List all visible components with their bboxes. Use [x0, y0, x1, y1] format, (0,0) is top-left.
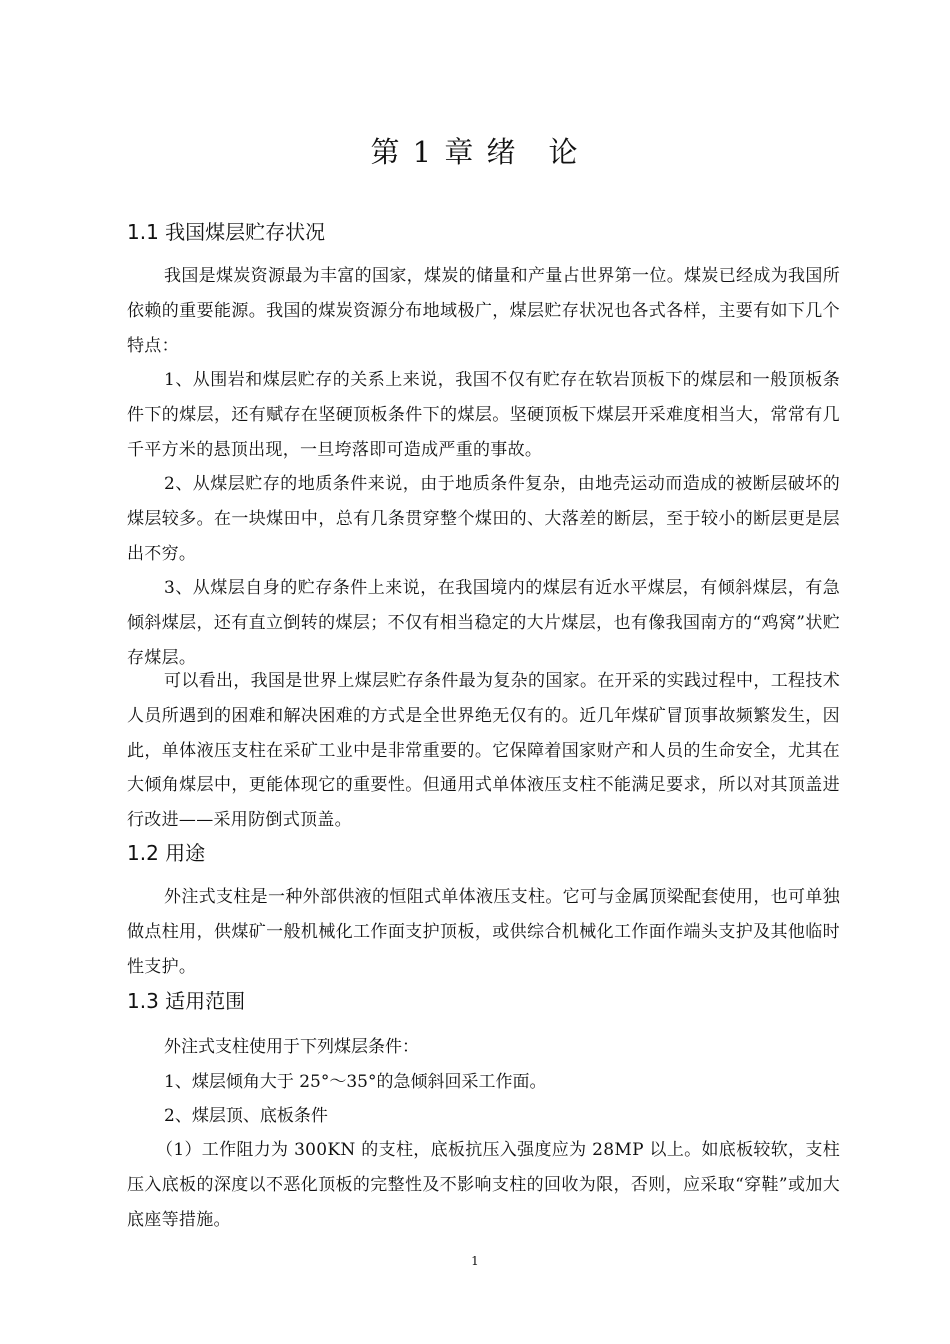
section-heading-1-3: 1.3 适用范围: [127, 989, 246, 1013]
paragraph-point-2: 2、从煤层贮存的地质条件来说，由于地质条件复杂，由地壳运动而造成的被断层破坏的煤层较多。在一块煤田中，总有几条贯穿整个煤田的、大落差的断层，至于较小的断层更是层出不穷。: [127, 474, 840, 564]
scope-item-1: 1、煤层倾角大于 25°～35°的急倾斜回采工作面。: [164, 1072, 547, 1092]
paragraph-intro: 我国是煤炭资源最为丰富的国家，煤炭的储量和产量占世界第一位。煤炭已经成为我国所依赖的重要能源。我国的煤炭资源分布地域极广，煤层贮存状况也各式各样，主要有如下几个特点：: [127, 266, 840, 356]
chapter-title: 第 1 章 绪 论: [370, 135, 580, 169]
paragraph-conclusion: 可以看出，我国是世界上煤层贮存条件最为复杂的国家。在开采的实践过程中，工程技术人员所遇到的困难和解决困难的方式是全世界绝无仅有的。近几年煤矿冒顶事故频繁发生，因此，单体液压支柱在采矿工业中是非常重要的。它保障着国家财产和人员的生命安全，尤其在大倾角煤层中，更能体现它的重要性。但通用式单体液压支柱不能满足要求，所以对其顶盖进行改进——采用防倒式顶盖。: [127, 671, 840, 831]
section-heading-1-1: 1.1 我国煤层贮存状况: [127, 220, 326, 244]
page-number: 1: [471, 1254, 479, 1268]
paragraph-point-1: 1、从围岩和煤层贮存的关系上来说，我国不仅有贮存在软岩顶板下的煤层和一般顶板条件下的煤层，还有赋存在坚硬顶板条件下的煤层。坚硬顶板下煤层开采难度相当大，常常有几千平方米的悬顶出现，一旦垮落即可造成严重的事故。: [127, 370, 840, 460]
scope-intro: 外注式支柱使用于下列煤层条件：: [164, 1037, 419, 1057]
paragraph-point-3: 3、从煤层自身的贮存条件上来说，在我国境内的煤层有近水平煤层，有倾斜煤层，有急倾斜煤层，还有直立倒转的煤层；不仅有相当稳定的大片煤层，也有像我国南方的“鸡窝”状贮存煤层。: [127, 578, 840, 668]
scope-item-2: 2、煤层顶、底板条件: [164, 1106, 328, 1126]
section-heading-1-2: 1.2 用途: [127, 841, 206, 865]
paragraph-usage: 外注式支柱是一种外部供液的恒阻式单体液压支柱。它可与金属顶梁配套使用，也可单独做点柱用，供煤矿一般机械化工作面支护顶板，或供综合机械化工作面作端头支护及其他临时性支护。: [127, 887, 840, 977]
scope-sub-item-1: （1）工作阻力为 300KN 的支柱，底板抗压入强度应为 28MP 以上。如底板较软，支柱压入底板的深度以不恶化顶板的完整性及不影响支柱的回收为限，否则，应采取“穿鞋”或加大底座等措施。: [127, 1140, 840, 1230]
